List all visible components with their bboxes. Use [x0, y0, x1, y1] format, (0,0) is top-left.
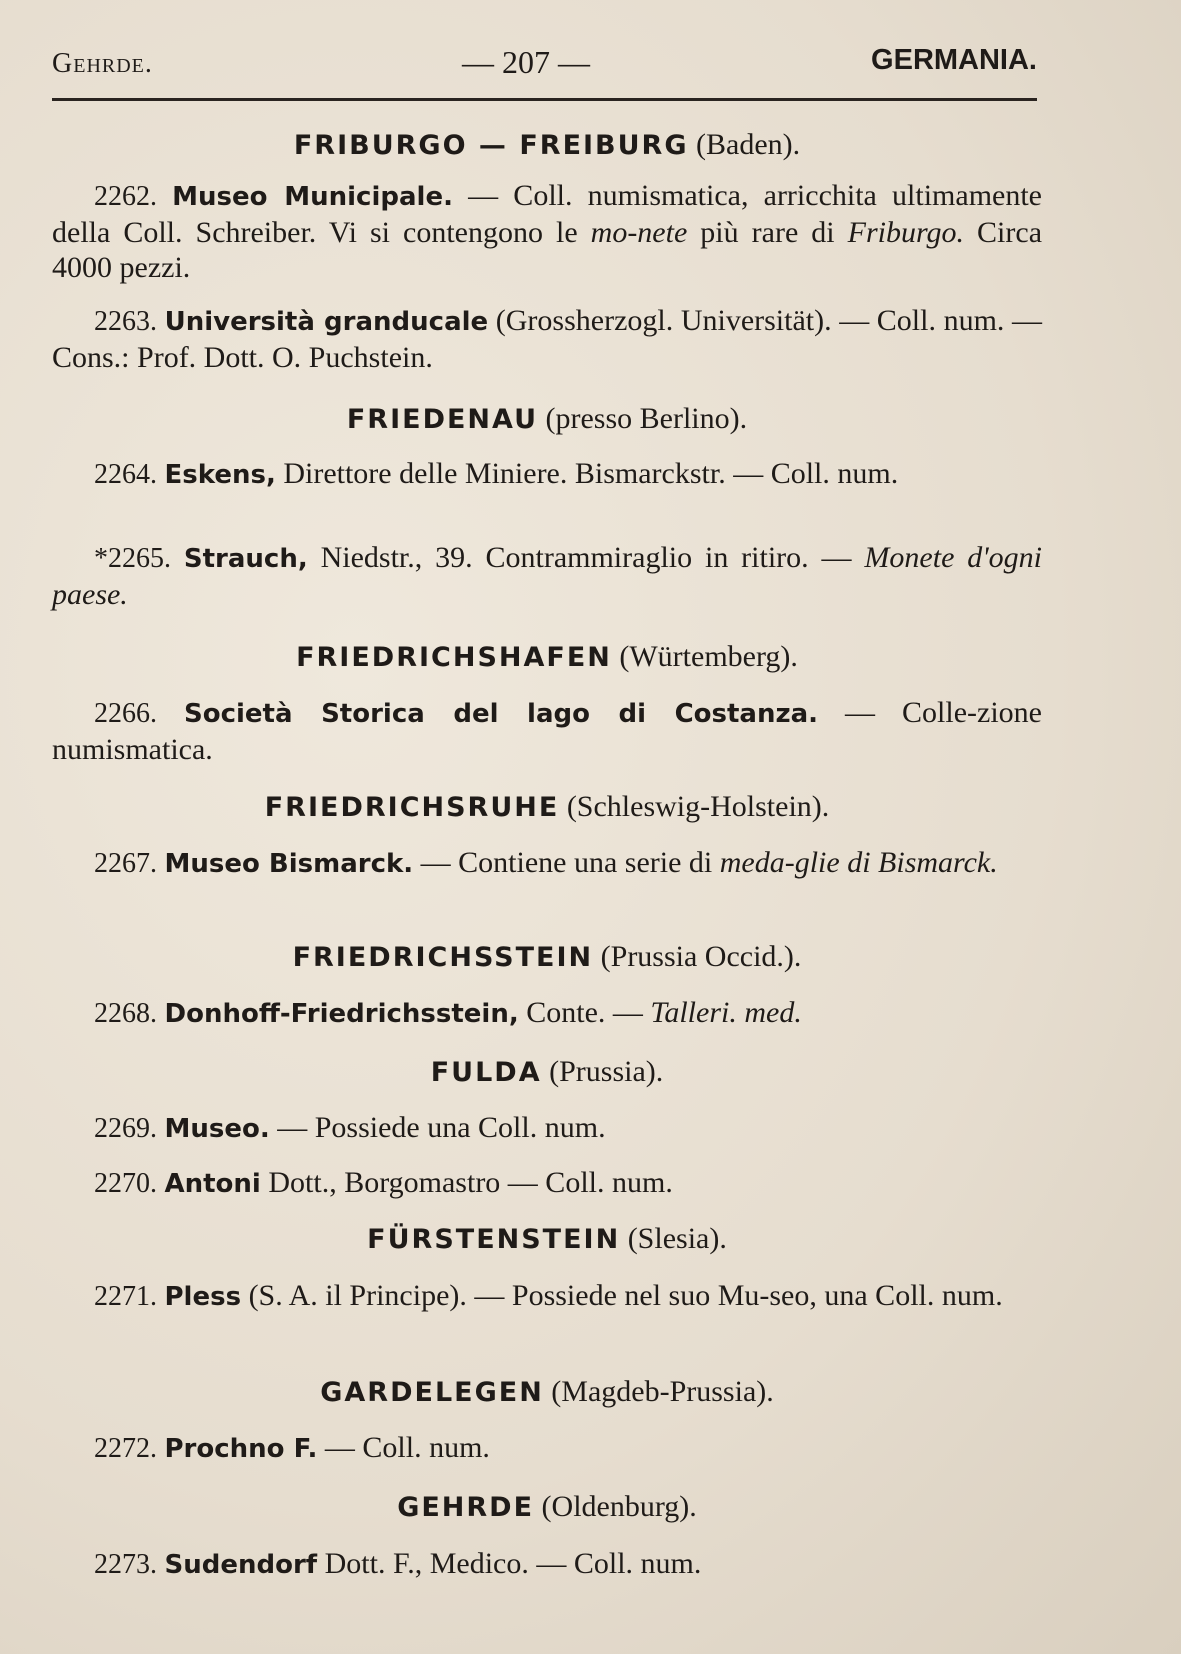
entry-name: Museo Bismarck. — [164, 849, 414, 879]
city-heading — [52, 1055, 1042, 1089]
entry-number: 2267. — [94, 848, 157, 879]
entry-number: 2269. — [94, 1113, 157, 1144]
city-name: FRIEDRICHSSTEIN — [292, 942, 594, 973]
entry-number: 2264. — [94, 459, 157, 490]
header-rule — [52, 98, 1037, 101]
header-left-title: Gehrde. — [52, 48, 153, 79]
entry-italic: Talleri. med. — [650, 996, 802, 1029]
entry-number: *2265. — [94, 543, 171, 574]
entry-number: 2271. — [94, 1281, 157, 1312]
entry-name: Pless — [164, 1282, 242, 1312]
entry-text: — Colle-zione numismatica. — [52, 696, 1042, 766]
entry-name: Prochno F. — [164, 1434, 318, 1464]
list-item — [52, 845, 1042, 882]
city-name: FRIBURGO — FREIBURG — [293, 130, 689, 161]
city-region: (Baden). — [696, 128, 801, 161]
entry-text-post: Circa 4000 pezzi. — [52, 216, 1043, 284]
entry-text: (S. A. il Principe). — Possiede nel suo Mu-seo, una Coll. num. — [241, 1279, 1003, 1312]
list-item — [52, 1430, 1042, 1467]
entry-text: (Grossherzogl. Universität). — Coll. num. — Cons.: Prof. Dott. O. Puchstein. — [52, 304, 1043, 374]
city-region: (presso Berlino). — [545, 402, 748, 435]
city-region: (Schleswig-Holstein). — [566, 790, 830, 823]
entry-number: 2266. — [94, 698, 157, 729]
entry-text: Niedstr., 39. Contrammiraglio in ritiro. — — [307, 541, 865, 574]
entry-text: Dott. F., Medico. — Coll. num. — [317, 1547, 702, 1580]
city-name: GARDELEGEN — [320, 1377, 544, 1408]
entry-italic: Monete d'ogni paese. — [52, 541, 1042, 611]
city-heading — [52, 640, 1042, 674]
list-item — [52, 540, 1042, 612]
entry-name: Strauch, — [183, 544, 308, 574]
city-region: (Slesia). — [627, 1222, 727, 1255]
city-heading — [52, 940, 1042, 974]
city-region: (Prussia). — [549, 1055, 664, 1088]
list-item — [52, 1165, 1042, 1202]
list-item — [52, 303, 1042, 375]
entry-number: 2272. — [94, 1433, 157, 1464]
city-name: FULDA — [430, 1057, 542, 1088]
list-item — [52, 1278, 1042, 1315]
entry-name: Museo. — [164, 1114, 270, 1144]
city-name: GEHRDE — [397, 1492, 535, 1523]
entry-text-mid: più rare di — [687, 216, 848, 249]
book-page — [52, 0, 1042, 1654]
city-heading — [52, 790, 1042, 824]
entry-text: — Possiede una Coll. num. — [269, 1111, 606, 1144]
city-region: (Würtemberg). — [619, 640, 798, 673]
city-region: (Oldenburg). — [541, 1490, 697, 1523]
city-heading — [52, 1222, 1042, 1256]
entry-text: — Coll. num. — [317, 1431, 490, 1464]
city-name: FRIEDRICHSHAFEN — [296, 642, 612, 673]
entry-number: 2263. — [94, 306, 157, 337]
entry-name: Antoni — [164, 1169, 261, 1199]
entry-italic: meda-glie di Bismarck. — [719, 846, 998, 879]
list-item — [52, 1546, 1042, 1583]
entry-name: Donhoff-Friedrichsstein, — [164, 999, 519, 1029]
running-header — [52, 40, 1042, 84]
list-item — [52, 456, 1042, 493]
city-name: FRIEDENAU — [346, 404, 539, 435]
city-name: FÜRSTENSTEIN — [367, 1224, 621, 1255]
city-heading — [52, 1375, 1042, 1409]
list-item — [52, 995, 1042, 1032]
entry-text: — Coll. numismatica, arricchita ultimamente della Coll. Schreiber. Vi si contengono le — [52, 179, 1042, 249]
entry-name: Università granducale — [164, 307, 489, 337]
city-heading — [52, 402, 1042, 436]
page-number: — 207 — — [462, 44, 590, 80]
entry-text: Direttore delle Miniere. Bismarckstr. — Coll. num. — [275, 457, 899, 490]
city-heading — [52, 128, 1042, 162]
entry-name: Società Storica del lago di Costanza. — [184, 699, 819, 729]
entry-name: Sudendorf — [164, 1550, 318, 1580]
list-item — [52, 695, 1042, 767]
city-region: (Magdeb-Prussia). — [551, 1375, 774, 1408]
entry-number: 2262. — [94, 181, 157, 212]
entry-number: 2270. — [94, 1168, 157, 1199]
list-item — [52, 1110, 1042, 1147]
entry-text: Dott., Borgomastro — Coll. num. — [260, 1166, 673, 1199]
header-right-title: GERMANIA. — [871, 44, 1037, 76]
list-item — [52, 178, 1042, 285]
entry-italic-2: Friburgo. — [847, 216, 965, 249]
entry-name: Eskens, — [164, 460, 276, 490]
entry-text: — Contiene una serie di — [413, 846, 720, 879]
city-region: (Prussia Occid.). — [600, 940, 802, 973]
entry-number: 2273. — [94, 1549, 157, 1580]
entry-number: 2268. — [94, 998, 157, 1029]
entry-italic: mo-nete — [590, 216, 688, 249]
entry-name: Museo Municipale. — [172, 182, 453, 212]
city-heading — [52, 1490, 1042, 1524]
city-name: FRIEDRICHSRUHE — [264, 792, 560, 823]
entry-text: Conte. — — [518, 996, 651, 1029]
